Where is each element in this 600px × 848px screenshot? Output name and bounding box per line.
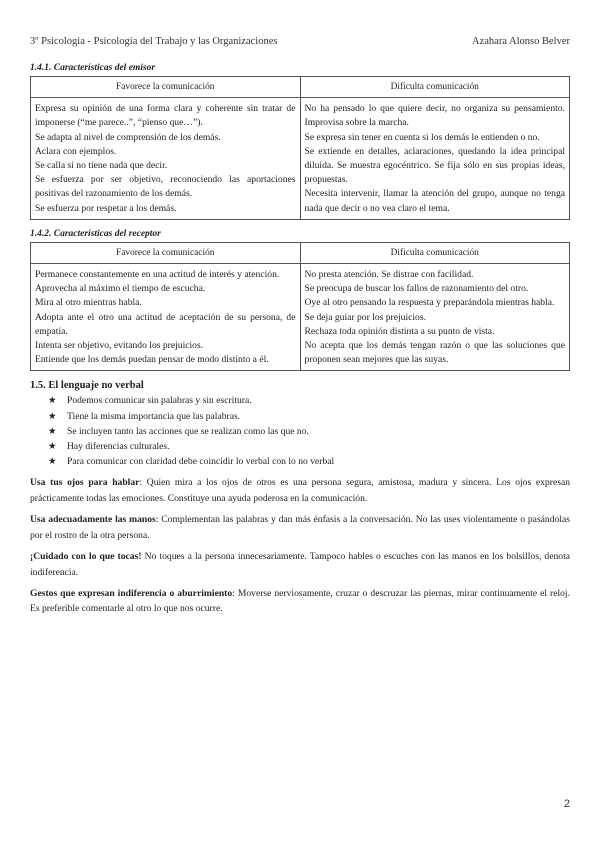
page-number: 2 — [563, 798, 570, 810]
list-item: ★ Hay diferencias culturales. — [48, 439, 570, 454]
paragraph-tocas: ¡Cuidado con lo que tocas! No toques a la persona innecesariamente. Tampoco hables o escuches con las manos en los bolsillos, denota indiferencia. — [30, 551, 570, 578]
list-item: Se preocupa de buscar los fallos de razonamiento del otro. — [304, 283, 529, 295]
list-item: ★ Para comunicar con claridad debe coincidir lo verbal con lo no verbal — [48, 454, 570, 469]
list-item: ★ Podemos comunicar sin palabras y sin escritura. — [48, 393, 570, 408]
star-icon: ★ — [48, 425, 57, 437]
list-item: Se adapta al nivel de comprensión de los demás. — [35, 131, 221, 143]
list-item: Adopta ante el otro una actitud de aceptación de su persona, de empatía. — [35, 311, 296, 337]
emisor-dificulta-cell — [300, 98, 570, 220]
emisor-favorece-cell — [31, 98, 301, 220]
header-author: Azahara Alonso Belver — [472, 36, 570, 47]
list-item: ★ Tiene la misma importancia que las palabras. — [48, 409, 570, 424]
star-icon: ★ — [48, 441, 57, 453]
list-item: Se esfuerza por ser objetivo, reconociendo las aportaciones positivas del razonamiento de los demás. — [35, 174, 296, 200]
list-item: Se esfuerza por respetar a los demás. — [35, 202, 177, 214]
list-item: Oye al otro pensando la respuesta y preparándola mientras habla. — [304, 297, 555, 309]
paragraph-gestos: Gestos que expresan indiferencia o aburrimiento: Moverse nerviosamente, cruzar o descruzar las piernas, mirar continuamente el reloj. Es preferible comentarle al otro lo que nos ocurre. — [30, 587, 570, 615]
emisor-table — [30, 76, 570, 220]
header-course: 3º Psicología - Psicología del Trabajo y las Organizaciones — [30, 36, 278, 47]
list-item: Aclara con ejemplos. — [35, 145, 117, 157]
list-item: No presta atención. Se distrae con facilidad. — [304, 269, 474, 281]
list-item: Rechaza toda opinión distinta a su punto de vista. — [304, 325, 495, 337]
list-item: ★ Se incluyen tanto las acciones que se realizan como las que no. — [48, 424, 570, 439]
receptor-favorece-cell — [31, 264, 301, 371]
no-verbal-bullets — [30, 393, 570, 469]
section-title-emisor: 1.4.1. Características del emisor — [30, 63, 156, 73]
list-item: No ha pensado lo que quiere decir, no organiza su pensamiento. Improvisa sobre la marcha. — [304, 103, 565, 129]
list-item: Entiende que los demás puedan pensar de modo distinto a él. — [35, 354, 269, 366]
section-title-receptor: 1.4.2. Características del receptor — [30, 228, 161, 239]
list-item: Se calla si no tiene nada que decir. — [35, 160, 168, 172]
list-item: Se extiende en detalles, aclaraciones, quedando la idea principal diluida. Se muestra egocéntrico. Se fija sólo en sus propias ideas, propuestas. — [304, 145, 565, 186]
list-item: No acepta que los demás tengan razón o que las soluciones que proponen sean mejores que las suyas. — [304, 340, 565, 366]
emisor-col-favorece: Favorece la comunicación — [31, 77, 301, 98]
list-item: Mira al otro mientras habla. — [35, 297, 142, 309]
page-header — [30, 36, 570, 47]
receptor-col-favorece: Favorece la comunicación — [31, 242, 301, 263]
star-icon: ★ — [48, 395, 57, 407]
list-item: Expresa su opinión de una forma clara y coherente sin tratar de imponerse (“me parece..”, “pienso que…”). — [35, 103, 296, 129]
emisor-col-dificulta: Dificulta comunicación — [300, 77, 570, 98]
paragraph-ojos: Usa tus ojos para hablar: Quien mira a los ojos de otros es una persona segura, amistosa, madura y sincera. Los ojos expresan prácticamente todas las emociones. Constituye una ayuda poderosa en la comunicación. — [30, 477, 570, 504]
list-item: Se expresa sin tener en cuenta si los demás le entienden o no. — [304, 131, 540, 143]
section-title-no-verbal: 1.5. El lenguaje no verbal — [30, 380, 144, 392]
list-item: Necesita intervenir, llamar la atención del grupo, aunque no tenga nada que decir o no vea claro el tema. — [304, 188, 565, 214]
list-item: Aprovecha al máximo el tiempo de escucha. — [35, 283, 206, 295]
receptor-dificulta-cell — [300, 264, 570, 371]
list-item: Se deja guiar por los prejuicios. — [304, 311, 426, 323]
list-item: Permanece constantemente en una actitud de interés y atención. — [35, 269, 280, 281]
receptor-table — [30, 242, 570, 372]
paragraph-manos: Usa adecuadamente las manos: Complementan las palabras y dan más énfasis a la conversación. No las uses violentamente o pasándolas por el rostro de la otra persona. — [30, 514, 570, 541]
star-icon: ★ — [48, 456, 57, 468]
receptor-col-dificulta: Dificulta comunicación — [300, 242, 570, 263]
document-page — [30, 36, 570, 617]
star-icon: ★ — [48, 410, 57, 422]
list-item: Intenta ser objetivo, evitando los prejuicios. — [35, 340, 204, 352]
